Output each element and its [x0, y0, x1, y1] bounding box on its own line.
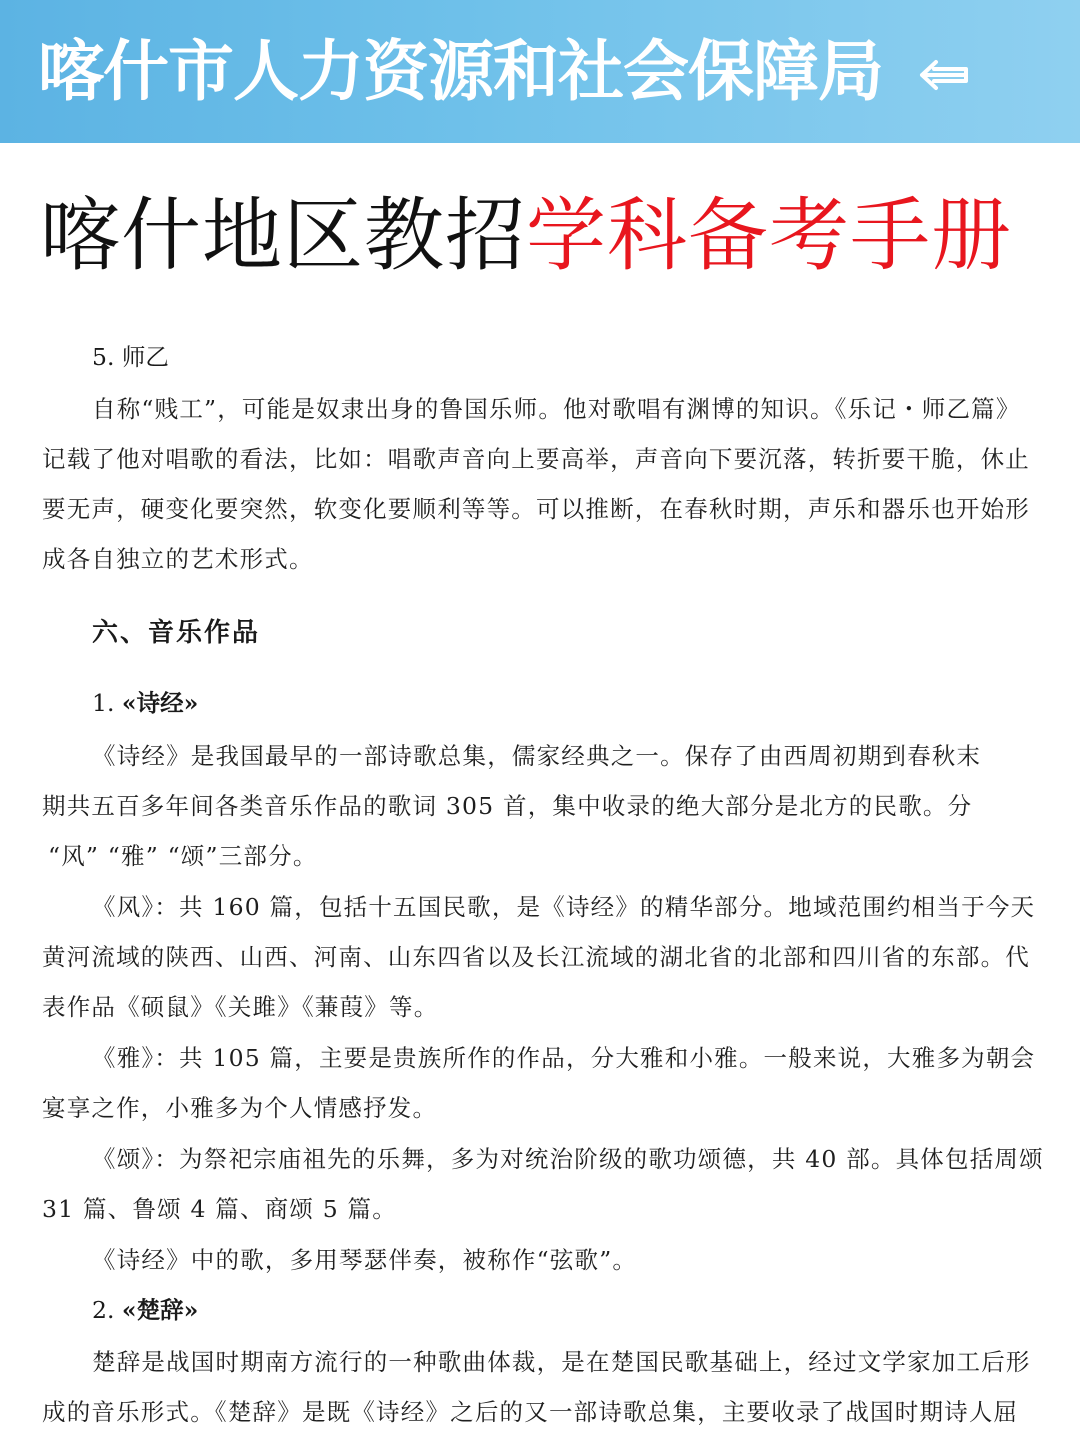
paragraph-line: 黄河流域的陕西、山西、河南、山东四省以及长江流域的湖北省的北部和四川省的东部。代 [42, 943, 1030, 971]
header-banner [0, 0, 1080, 143]
item1-heading [92, 684, 198, 718]
paragraph-line: 《诗经》是我国最早的一部诗歌总集，儒家经典之一。保存了由西周初期到春秋末 [92, 742, 982, 770]
paragraph-line: 楚辞是战国时期南方流行的一种歌曲体裁，是在楚国民歌基础上，经过文学家加工后形 [92, 1348, 1031, 1376]
paragraph-line: “风” “雅” “颂”三部分。 [48, 842, 318, 870]
item2-number: 2. [92, 1296, 115, 1324]
paragraph-line: 期共五百多年间各类音乐作品的歌词 305 首，集中收录的绝大部分是北方的民歌。分 [42, 792, 973, 820]
paragraph-line: 自称“贱工”，可能是奴隶出身的鲁国乐师。他对歌唱有渊博的知识。《乐记・师乙篇》 [92, 395, 1021, 423]
item1-title: «诗经» [121, 689, 199, 717]
page-title [40, 188, 1012, 284]
paragraph-line: 《风》：共 160 篇，包括十五国民歌，是《诗经》的精华部分。地域范围约相当于今天 [92, 893, 1036, 921]
paragraph-line: 成各自独立的艺术形式。 [42, 545, 314, 573]
page-title-part2: 学科备考手册 [526, 189, 1012, 282]
paragraph-line: 记载了他对唱歌的看法，比如：唱歌声音向上要高举，声音向下要沉落，转折要干脆，休止 [42, 445, 1030, 473]
page-title-part1: 喀什地区教招 [40, 189, 526, 282]
section-heading: 六、音乐作品 [92, 618, 261, 648]
paragraph-line: 《雅》：共 105 篇，主要是贵族所作的作品，分大雅和小雅。一般来说，大雅多为朝会 [92, 1044, 1036, 1072]
paragraph-line: 表作品《硕鼠》《关雎》《蒹葭》等。 [42, 993, 439, 1021]
item5-heading: 5. 师乙 [92, 343, 169, 371]
item2-title: «楚辞» [121, 1296, 199, 1324]
paragraph-line: 成的音乐形式。《楚辞》是既《诗经》之后的又一部诗歌总集，主要收录了战国时期诗人屈 [42, 1398, 1019, 1426]
paragraph-line: 《颂》：为祭祀宗庙祖先的乐舞，多为对统治阶级的歌功颂德，共 40 部。具体包括周颂 [92, 1145, 1044, 1173]
header-title: 喀什市人力资源和社会保障局 [38, 33, 883, 110]
paragraph-line: 宴享之作，小雅多为个人情感抒发。 [42, 1094, 438, 1122]
item1-number: 1. [92, 689, 115, 717]
paragraph-line: 要无声，硬变化要突然，软变化要顺利等等。可以推断，在春秋时期，声乐和器乐也开始形 [42, 495, 1030, 523]
paragraph-line: 《诗经》中的歌，多用琴瑟伴奏，被称作“弦歌”。 [92, 1246, 638, 1274]
paragraph-line: 31 篇、鲁颂 4 篇、商颂 5 篇。 [42, 1195, 397, 1223]
item2-heading [92, 1291, 198, 1325]
back-arrow-icon[interactable] [918, 58, 970, 92]
